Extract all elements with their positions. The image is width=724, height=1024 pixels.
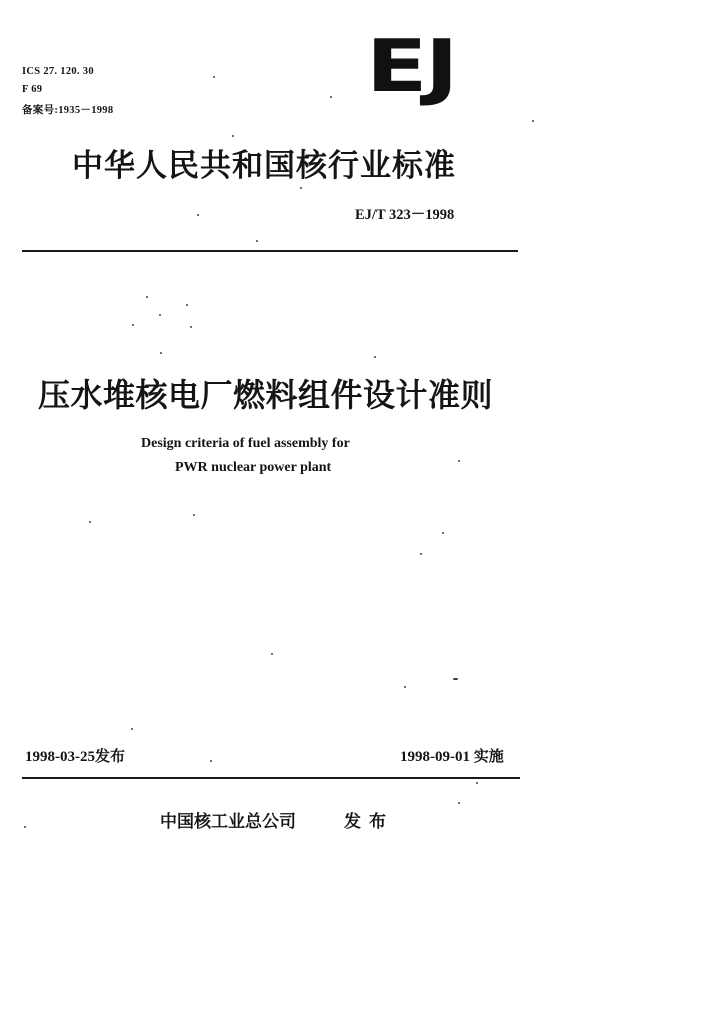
publish-label: 发布 [344,812,394,832]
scan-speck [232,135,234,137]
bottom-divider [22,777,520,779]
standard-number: EJ/T 323－1998 [355,207,455,223]
scan-speck [256,240,258,242]
scan-speck [374,356,376,358]
scan-speck [300,187,302,189]
classification-code: F 69 [22,84,43,95]
registration-number: 备案号:1935－1998 [22,105,114,116]
scan-speck [404,686,406,688]
standard-category-title: 中华人民共和国核行业标准 [72,148,456,184]
publisher-name: 中国核工业总公司 [160,812,296,832]
chinese-title: 压水堆核电厂燃料组件设计准则 [38,376,494,414]
ics-code: ICS 27. 120. 30 [22,66,94,77]
ej-logo: EJ [366,24,456,108]
scan-speck [271,653,273,655]
implementation-label: 实施 [473,747,504,765]
scan-speck [453,678,458,680]
issue-date: 1998-03-25 [25,749,95,765]
scan-speck [131,728,133,730]
scan-speck [197,214,199,216]
scan-speck [24,826,26,828]
implementation-date: 1998-09-01 [400,749,470,765]
scan-speck [146,296,148,298]
implementation-date-block [400,745,504,766]
scan-speck [89,521,91,523]
scan-speck [420,553,422,555]
scan-speck [532,120,534,122]
scan-speck [190,326,192,328]
scan-speck [458,802,460,804]
scan-speck [193,514,195,516]
issue-label: 发布 [95,747,126,765]
scan-speck [442,532,444,534]
scan-speck [186,304,188,306]
scan-speck [330,96,332,98]
top-divider [22,250,518,252]
scan-speck [159,314,161,316]
scan-speck [458,460,460,462]
english-title-line-2: PWR nuclear power plant [175,460,332,475]
scan-speck [132,324,134,326]
issue-date-block [25,745,125,766]
scan-speck [160,352,162,354]
scan-speck [213,76,215,78]
scan-speck [210,760,212,762]
scan-speck [476,782,478,784]
english-title-line-1: Design criteria of fuel assembly for [141,436,350,451]
